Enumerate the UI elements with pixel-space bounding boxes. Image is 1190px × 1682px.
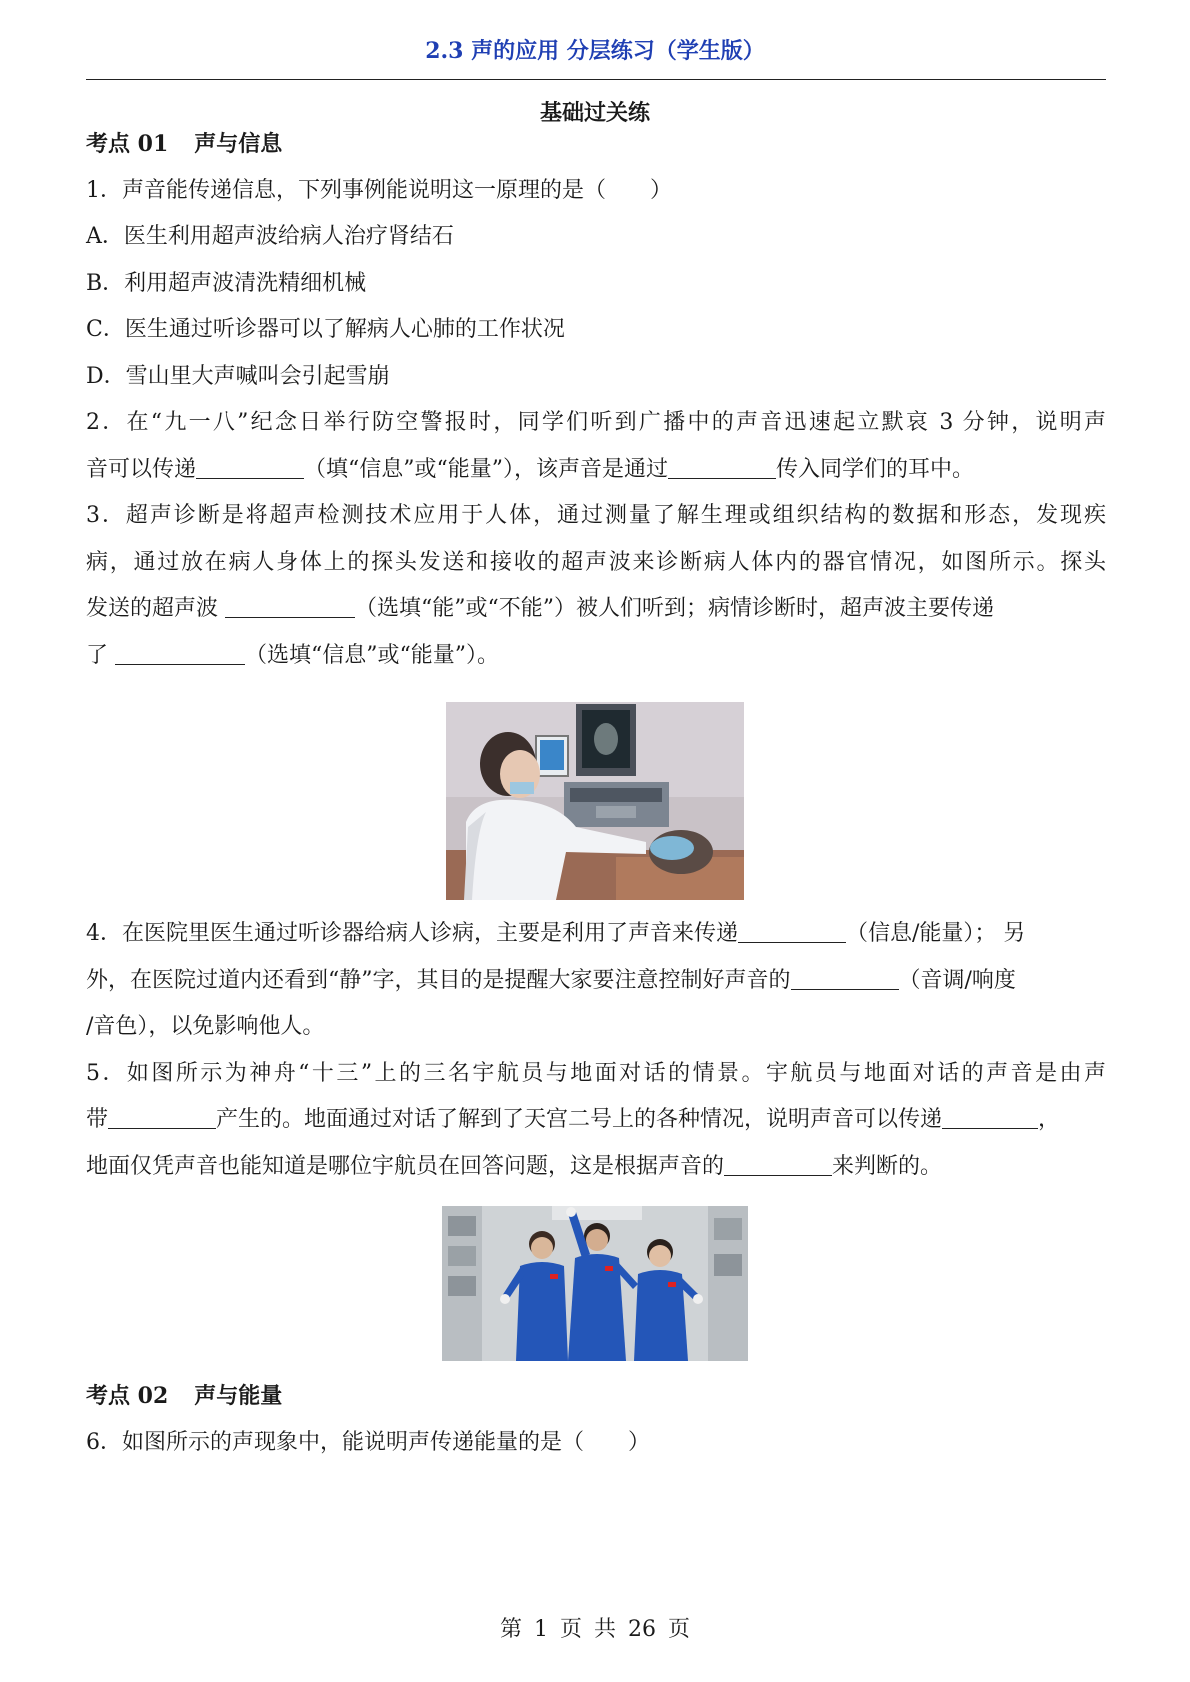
header-divider	[86, 79, 1106, 80]
answer-blank[interactable]	[791, 965, 899, 990]
question-5-text-e: 来判断的。	[832, 1153, 943, 1179]
question-3-text-a: 发送的超声波	[86, 596, 225, 621]
answer-blank[interactable]	[108, 1104, 216, 1129]
question-5-line-3	[86, 1144, 1106, 1191]
question-1-option-b: B．利用超声波清洗精细机械	[86, 270, 367, 296]
part-2-block	[86, 911, 1106, 1190]
question-3-text-c: 了	[86, 642, 115, 668]
question-2-line-2	[86, 447, 1106, 494]
question-5-line-2	[86, 1097, 1106, 1144]
question-6-stem: 6．如图所示的声现象中，能说明声传递能量的是（ ）	[86, 1429, 650, 1455]
footer-ye: 页	[559, 1617, 582, 1642]
question-2-text-a: 音可以传递	[86, 456, 197, 482]
answer-blank[interactable]	[196, 454, 304, 479]
answer-blank[interactable]	[225, 593, 355, 618]
section-title: 基础过关练	[539, 100, 650, 126]
answer-blank[interactable]	[942, 1104, 1038, 1129]
part-3-block	[86, 1373, 1106, 1466]
question-2-line-1: 2．在“九一八”纪念日举行防空警报时，同学们听到广播中的声音迅速起立默哀 3 分钟，说明声	[86, 410, 1106, 435]
question-3-line-4	[86, 633, 1106, 680]
kaodian-1-heading	[86, 121, 1106, 168]
kaodian-2-number: 考点 02	[86, 1383, 169, 1409]
question-4-text-a: 4．在医院里医生通过听诊器给病人诊病，主要是利用了声音来传递	[86, 921, 738, 946]
answer-blank[interactable]	[738, 918, 846, 943]
question-1-option-c: C．医生通过听诊器可以了解病人心肺的工作状况	[86, 317, 565, 342]
question-3-line-3	[86, 586, 1106, 633]
question-2-text-b: （填“信息”或“能量”），该声音是通过	[304, 456, 669, 482]
kaodian-1-number: 考点 01	[86, 131, 169, 157]
question-4-text-d: （音调/响度	[898, 967, 1016, 993]
question-4-text-c: 外，在医院过道内还看到“静”字，其目的是提醒大家要注意控制好声音的	[86, 967, 791, 993]
question-4-line-1	[86, 911, 1106, 958]
answer-blank[interactable]	[724, 1151, 832, 1176]
question-5-text-c: ，	[1038, 1107, 1061, 1132]
question-1-option-a: A．医生利用超声波给病人治疗肾结石	[86, 224, 454, 249]
footer-ye-2: 页	[668, 1617, 691, 1642]
ultrasound-exam-photo-icon	[446, 702, 744, 900]
question-1-stem: 1．声音能传递信息，下列事例能说明这一原理的是（ ）	[86, 177, 672, 203]
question-5-text-a: 带	[86, 1107, 109, 1132]
footer-page-number: 1	[533, 1617, 548, 1642]
question-3-line-1: 3．超声诊断是将超声检测技术应用于人体，通过测量了解生理或组织结构的数据和形态，发现疾	[86, 503, 1106, 528]
part-1-block	[86, 121, 1106, 679]
kaodian-2-title: 声与能量	[194, 1383, 283, 1409]
kaodian-1-title: 声与信息	[194, 131, 283, 157]
answer-blank[interactable]	[668, 454, 776, 479]
question-3-text-b: （选填“能”或“不能”）被人们听到；病情诊断时，超声波主要传递	[355, 596, 994, 621]
question-4-line-2	[86, 958, 1106, 1005]
question-3-line-2: 病，通过放在病人身体上的探头发送和接收的超声波来诊断病人体内的器官情况，如图所示。探头	[86, 549, 1106, 575]
page-footer	[0, 1612, 1190, 1643]
question-4-text-b: （信息/能量）； 另	[846, 921, 1026, 946]
question-4-line-3: /音色），以免影响他人。	[86, 1014, 325, 1039]
question-3-text-d: （选填“信息”或“能量”）。	[245, 642, 499, 668]
kaodian-2-heading	[86, 1373, 1106, 1420]
footer-gong: 共	[594, 1617, 617, 1642]
question-5-text-d: 地面仅凭声音也能知道是哪位宇航员在回答问题，这是根据声音的	[86, 1153, 725, 1179]
footer-total-pages: 26	[628, 1617, 657, 1642]
question-5-line-1: 5．如图所示为神舟“十三”上的三名宇航员与地面对话的情景。宇航员与地面对话的声音是由声	[86, 1060, 1106, 1086]
question-1-option-d: D．雪山里大声喊叫会引起雪崩	[86, 363, 390, 389]
question-5-text-b: 产生的。地面通过对话了解到了天宫二号上的各种情况，说明声音可以传递	[216, 1107, 943, 1132]
footer-di: 第	[499, 1617, 522, 1642]
question-2-text-c: 传入同学们的耳中。	[776, 456, 975, 482]
answer-blank[interactable]	[115, 640, 245, 665]
document-title: 2.3 声的应用 分层练习（学生版）	[425, 38, 765, 64]
astronauts-photo-icon	[442, 1206, 748, 1361]
